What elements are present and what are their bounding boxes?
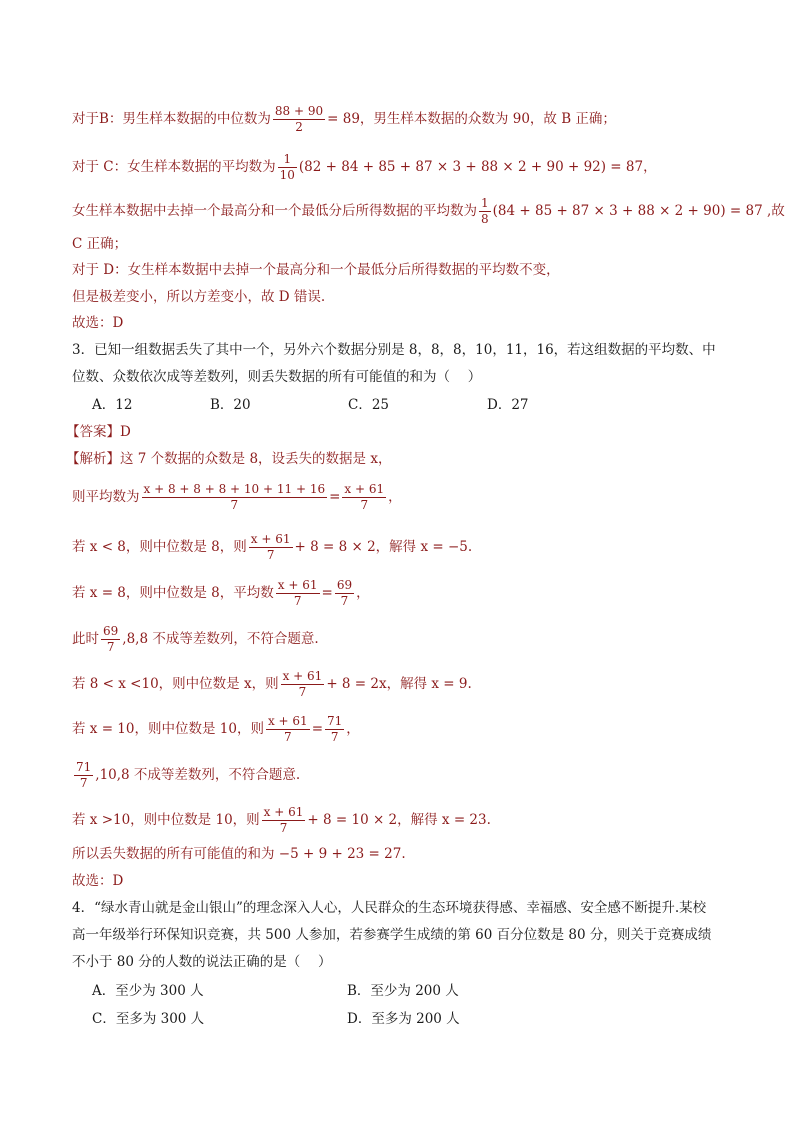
option-b-analysis (72, 104, 616, 135)
text: + 8 = 8 × 2，解得 x = −5. (294, 539, 473, 555)
q3-case-4-check (72, 760, 300, 791)
option-c-analysis-1 (72, 152, 657, 183)
q4-option-c: C．至多为 300 人 (92, 1011, 205, 1027)
q3-option-b: B．20 (210, 397, 251, 413)
fraction (278, 152, 297, 183)
q3-answer: 【答案】D (66, 424, 131, 440)
text: ， (346, 721, 360, 737)
text: 则平均数为 (72, 489, 140, 505)
numerator: 69 (336, 578, 353, 592)
q4-stem-1: 4．“绿水青山就是金山银山”的理念深入人心，人民群众的生态环境获得感、幸福感、安全感不断提升.某校 (72, 900, 707, 916)
q3-case-4 (72, 714, 360, 745)
q3-option-a: A．12 (92, 397, 133, 413)
fraction (342, 482, 386, 513)
denominator: 7 (266, 548, 275, 562)
numerator: x + 61 (267, 714, 308, 728)
text: 若 x < 8，则中位数是 8，则 (72, 539, 247, 555)
option-d-analysis-2: 但是极差变小，所以方差变小，故 D 错误. (72, 289, 326, 305)
text: 对于 C：女生样本数据的平均数为 (72, 159, 276, 175)
q3-case-5 (72, 805, 491, 836)
equals: = (321, 585, 333, 601)
q3-analysis (66, 450, 391, 468)
text: ， (356, 585, 370, 601)
text: 若 x >10，则中位数是 10，则 (72, 812, 260, 828)
q3-average (72, 482, 402, 513)
text: = 89，男生样本数据的众数为 90，故 B 正确； (327, 111, 616, 127)
denominator: 8 (481, 212, 489, 226)
q4-stem-2: 高一年级举行环保知识竞赛，共 500 人参加，若参赛学生成绩的第 60 百分位数是 80 分，则关于竞赛成绩 (72, 927, 712, 943)
numerator: x + 61 (250, 532, 291, 546)
text: 对于B：男生样本数据的中位数为 (72, 111, 271, 127)
text: ， (388, 489, 402, 505)
denominator: 7 (284, 730, 292, 744)
denominator: 7 (298, 685, 307, 699)
q3-case-2-check (72, 624, 319, 655)
fraction (249, 532, 293, 563)
option-d-analysis-1: 对于 D：女生样本数据中去掉一个最高分和一个最低分后所得数据的平均数不变， (72, 262, 560, 278)
fraction (281, 669, 325, 700)
numerator: x + 61 (277, 578, 318, 592)
text: + 8 = 10 × 2，解得 x = 23. (307, 812, 491, 828)
numerator: 88 + 90 (274, 104, 324, 118)
numerator: 1 (278, 152, 297, 168)
equals: = (311, 721, 323, 737)
q3-stem-2: 位数、众数依次成等差数列，则丢失数据的所有可能值的和为（ ） (72, 369, 482, 385)
denominator: 7 (330, 730, 339, 744)
denominator: 7 (79, 776, 88, 790)
fraction (479, 196, 491, 227)
text: + 8 = 2x，解得 x = 9. (326, 676, 472, 692)
numerator: 69 (103, 624, 119, 638)
denominator: 10 (279, 168, 295, 182)
option-c-conclusion: C 正确； (72, 236, 128, 252)
q2-choice: 故选：D (72, 315, 124, 331)
text: 此时 (72, 631, 99, 647)
q3-stem-1: 3．已知一组数据丢失了其中一个，另外六个数据分别是 8，8，8，10，11，16，若这组数据的平均数、中 (72, 342, 716, 358)
denominator: 7 (230, 498, 239, 512)
option-c-analysis-2 (72, 196, 785, 227)
q4-option-d: D．至多为 200 人 (347, 1011, 460, 1027)
q4-stem-3: 不小于 80 分的人数的说法正确的是（ ） (72, 954, 332, 970)
q3-sum: 所以丢失数据的所有可能值的和为 −5 + 9 + 23 = 27. (72, 846, 406, 862)
text: 若 x = 10，则中位数是 10，则 (72, 721, 264, 737)
q4-option-b: B．至少为 200 人 (347, 983, 459, 999)
fraction (276, 578, 320, 609)
q3-case-1 (72, 532, 472, 563)
fraction (142, 482, 328, 513)
numerator: 71 (327, 714, 343, 728)
fraction (266, 714, 310, 745)
text: 女生样本数据中去掉一个最高分和一个最低分后所得数据的平均数为 (72, 203, 477, 219)
denominator: 2 (295, 120, 303, 134)
text: 若 8 < x <10，则中位数是 x，则 (72, 676, 279, 692)
denominator: 7 (340, 594, 349, 608)
equals: = (329, 489, 341, 505)
text: 这 7 个数据的众数是 8，设丢失的数据是 x， (120, 451, 392, 467)
numerator: 1 (481, 196, 489, 210)
numerator: x + 8 + 8 + 8 + 10 + 11 + 16 (143, 482, 326, 496)
fraction (262, 805, 306, 836)
q3-case-2 (72, 578, 370, 609)
text: ,10,8 不成等差数列，不符合题意. (95, 767, 301, 783)
q3-choice: 故选：D (72, 873, 124, 889)
fraction (74, 760, 93, 791)
numerator: x + 61 (263, 805, 304, 819)
fraction (325, 714, 344, 745)
denominator: 7 (293, 594, 302, 608)
numerator: x + 61 (282, 669, 323, 683)
denominator: 7 (106, 640, 115, 654)
text: (82 + 84 + 85 + 87 × 3 + 88 × 2 + 90 + 92) = 87， (298, 159, 657, 175)
fraction (101, 624, 120, 655)
text: (84 + 85 + 87 × 3 + 88 × 2 + 90) = 87 ,故 (492, 203, 785, 219)
text: ,8,8 不成等差数列，不符合题意. (122, 631, 319, 647)
denominator: 7 (279, 821, 288, 835)
q3-option-d: D．27 (487, 397, 529, 413)
denominator: 7 (360, 498, 369, 512)
numerator: 71 (76, 760, 92, 774)
fraction (273, 104, 325, 135)
q4-option-a: A．至少为 300 人 (92, 983, 204, 999)
q3-case-3 (72, 669, 472, 700)
analysis-tag: 【解析】 (66, 451, 120, 467)
q3-option-c: C．25 (348, 397, 390, 413)
fraction (335, 578, 354, 609)
numerator: x + 61 (344, 482, 385, 496)
text: 若 x = 8，则中位数是 8，平均数 (72, 585, 274, 601)
